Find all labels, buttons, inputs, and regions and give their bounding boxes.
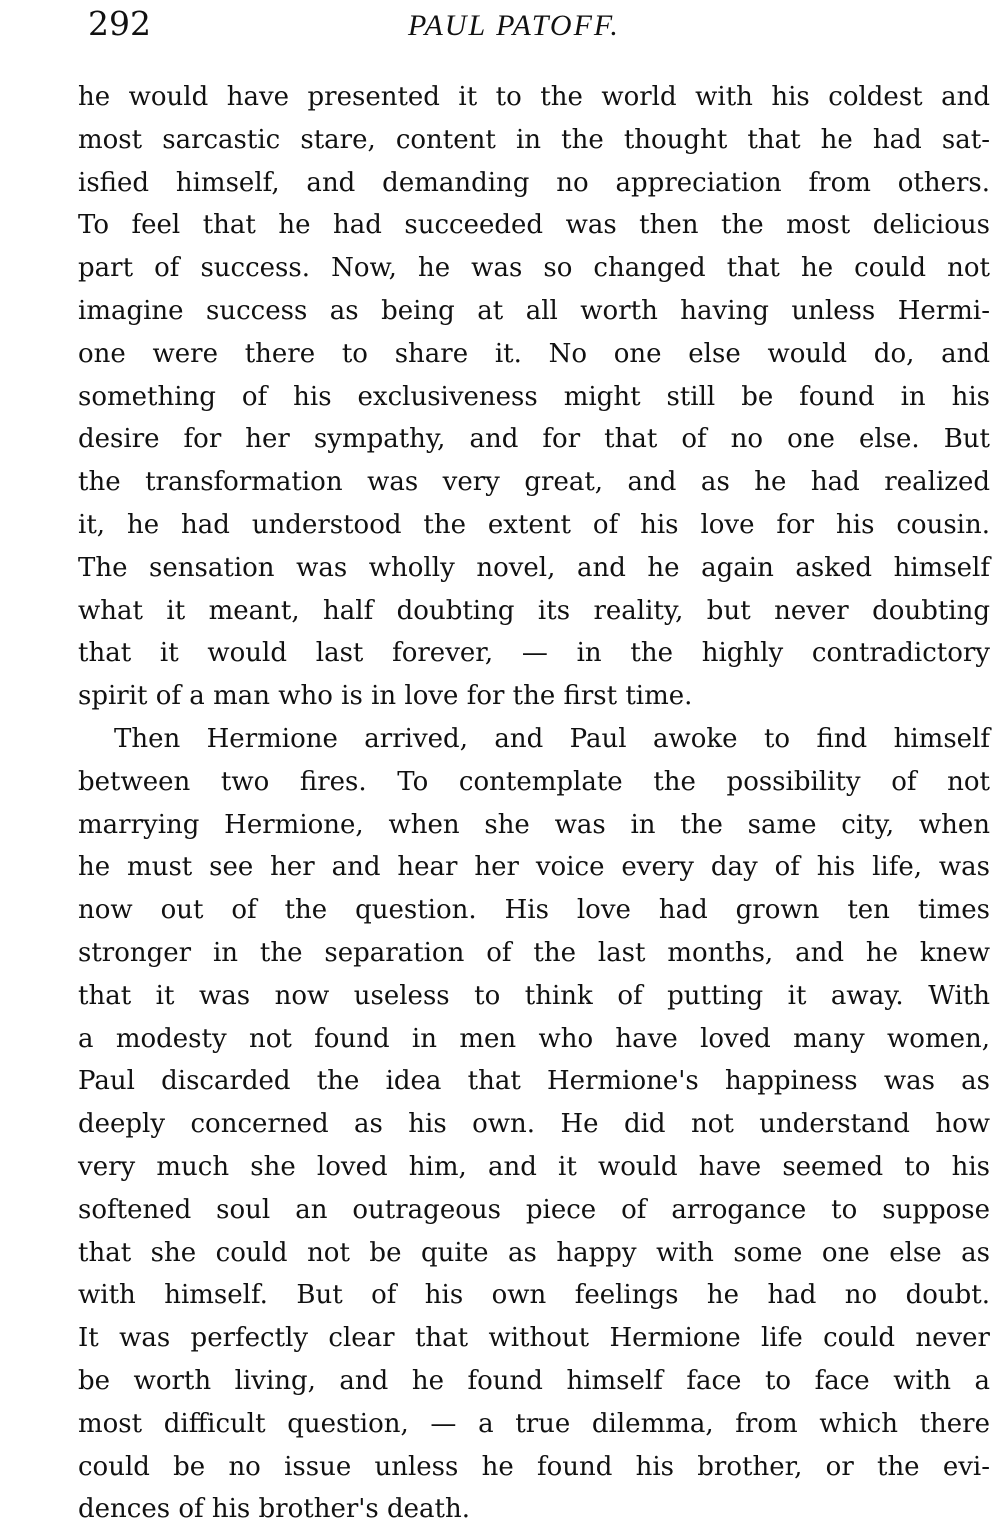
- text-line: It was perfectly clear that without Hermione life could never: [78, 1323, 990, 1354]
- text-line: be worth living, and he found himself face to face with a: [78, 1365, 990, 1396]
- text-line: he must see her and hear her voice every day of his life, was: [78, 852, 990, 883]
- text-line: stronger in the separation of the last months, and he knew: [78, 937, 990, 968]
- text-line: most difficult question, — a true dilemma, from which there: [78, 1408, 990, 1439]
- text-line: most sarcastic stare, content in the thought that he had sat-: [78, 124, 990, 155]
- text-line: imagine success as being at all worth having unless Hermi-: [78, 295, 990, 326]
- text-line: something of his exclusiveness might still be found in his: [78, 381, 990, 412]
- text-line: very much she loved him, and it would have seemed to his: [78, 1151, 990, 1182]
- text-line: could be no issue unless he found his brother, or the evi-: [78, 1451, 990, 1482]
- text-line: he would have presented it to the world with his coldest and: [78, 82, 990, 112]
- paragraph-2: [78, 718, 990, 1531]
- text-line: marrying Hermione, when she was in the same city, when: [78, 809, 990, 840]
- text-line: the transformation was very great, and as he had realized: [78, 467, 990, 498]
- text-line: desire for her sympathy, and for that of no one else. But: [78, 424, 990, 455]
- text-line: The sensation was wholly novel, and he again asked himself: [78, 552, 990, 583]
- text-line: dences of his brother's death.: [78, 1494, 471, 1525]
- text-line: a modesty not found in men who have loved many women,: [78, 1023, 990, 1054]
- text-line: Then Hermione arrived, and Paul awoke to find himself: [114, 723, 990, 754]
- body-text: [78, 76, 990, 1531]
- text-line: Paul discarded the idea that Hermione's happiness was as: [78, 1066, 990, 1097]
- text-line: that she could not be quite as happy with some one else as: [78, 1237, 990, 1268]
- paragraph-1: [78, 76, 990, 718]
- text-line: what it meant, half doubting its reality, but never doubting: [78, 595, 990, 626]
- text-line: part of success. Now, he was so changed that he could not: [78, 253, 990, 284]
- text-line: it, he had understood the extent of his love for his cousin.: [78, 509, 990, 540]
- text-line: softened soul an outrageous piece of arrogance to suppose: [78, 1194, 990, 1225]
- text-line: between two fires. To contemplate the possibility of not: [78, 766, 990, 797]
- text-line: isfied himself, and demanding no appreciation from others.: [78, 167, 990, 198]
- text-line: spirit of a man who is in love for the first time.: [78, 681, 693, 712]
- text-line: now out of the question. His love had grown ten times: [78, 895, 990, 926]
- text-line: To feel that he had succeeded was then the most delicious: [78, 210, 990, 241]
- text-line: one were there to share it. No one else would do, and: [78, 338, 990, 369]
- page-number: 292: [88, 4, 151, 43]
- running-head: [0, 2, 1000, 52]
- text-line: that it was now useless to think of putting it away. With: [78, 980, 990, 1011]
- text-line: that it would last forever, — in the highly contradictory: [78, 638, 990, 669]
- text-line: deeply concerned as his own. He did not understand how: [78, 1109, 990, 1140]
- running-title: PAUL PATOFF.: [408, 9, 620, 42]
- text-line: with himself. But of his own feelings he had no doubt.: [78, 1280, 990, 1311]
